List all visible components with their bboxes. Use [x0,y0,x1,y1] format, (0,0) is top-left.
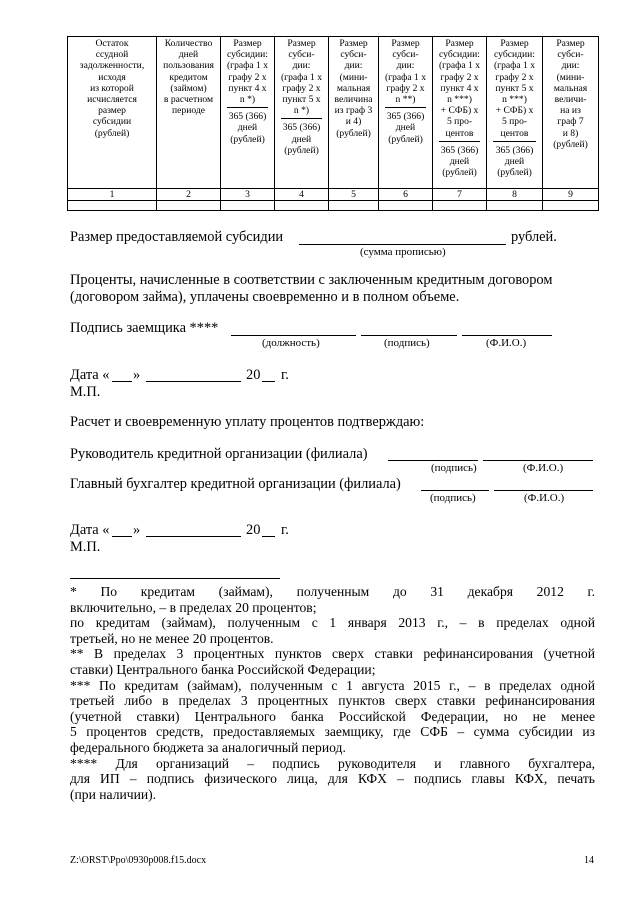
column-number: 1 [68,189,157,201]
cell-text-line: дней [504,156,525,168]
column-number: 2 [157,189,221,201]
head-signature-label: Руководитель кредитной организации (филиала) [70,446,368,462]
header-cell-6 [379,37,433,189]
head-name-caption: (Ф.И.О.) [523,462,564,474]
footnote-1: третьей, но не менее 20 процентов. [70,630,274,646]
cell-text-line: Размер [339,38,368,49]
cell-text-line: субсидии: [439,49,480,61]
borrower-signature-caption: (подпись) [384,337,430,349]
footnote-3: третьей либо в пределах 3 процентных пунктов сверх ставки рефинансирования [70,693,595,709]
cell-text-line: граф 7 [557,116,584,128]
table-cell[interactable] [221,201,275,211]
table-cell[interactable] [275,201,329,211]
fraction-line [493,141,536,142]
cell-text-line: пункт 4 х [440,82,479,94]
cell-text-line: пункт 4 х [228,82,267,94]
date-label: Дата « [70,522,110,538]
date-day-field[interactable] [112,536,132,537]
subsidy-calculation-table [67,36,599,211]
cell-text-line: и 4) [345,116,362,128]
cell-text-line: пункт 5 х [495,82,534,94]
cell-text-line: n **) [395,94,416,106]
cell-text-line: (займом) [170,82,207,94]
borrower-position-caption: (должность) [262,337,320,349]
header-cell-7 [433,37,487,189]
cell-text-line: пункт 5 х [282,94,321,106]
table-cell[interactable] [379,201,433,211]
table-cell[interactable] [487,201,543,211]
cell-text-line: дней [237,122,258,134]
cell-text-line: задолженности, [79,60,145,72]
cell-text-line: дней [178,49,199,61]
table-cell[interactable] [543,201,599,211]
subsidy-amount-field[interactable] [299,244,506,245]
cell-text-line: Остаток [95,38,129,49]
head-signature-caption: (подпись) [431,462,477,474]
cell-text-line: исчисляется [87,94,137,106]
cell-text-line: (графа 1 х [384,71,427,83]
cell-text-line: субси- [557,49,584,61]
footnote-3: федерального бюджета за аналогичный период. [70,739,346,755]
table-header-row [68,37,599,189]
cell-text-line: графу 2 х [228,71,267,83]
footnote-4: (при наличии). [70,786,157,802]
date-year-prefix: 20 [246,367,261,383]
table-cell[interactable] [68,201,157,211]
table-cell[interactable] [157,201,221,211]
cell-text-line: n *) [293,105,310,117]
fraction-line [439,141,480,142]
cell-text-line: субсидии [92,116,132,128]
cell-text-line: субси- [392,49,419,61]
header-cell-5 [329,37,379,189]
accountant-signature-field[interactable] [421,490,489,491]
subsidy-amount-caption: (сумма прописью) [360,246,446,258]
borrower-name-field[interactable] [462,335,552,336]
cell-text-line: Количество [164,38,213,49]
cell-text-line: 365 (366) [495,144,534,156]
accountant-signature-caption: (подпись) [430,492,476,504]
table-cell[interactable] [433,201,487,211]
date-year-suffix: г. [281,522,289,538]
fraction-line [227,107,268,108]
cell-text-line: пользования [163,60,214,72]
subsidy-amount-label: Размер предоставляемой субсидии [70,229,284,245]
date-label: Дата « [70,367,110,383]
date-year-field[interactable] [262,536,275,537]
cell-text-line: субсидии: [227,49,268,61]
cell-text-line: (рублей) [94,127,130,139]
footnote-separator [70,578,280,579]
footnote-2: ** В пределах 3 процентных пунктов сверх ставки рефинансирования (учетной [70,646,595,662]
cell-text-line: (графа 1 х [493,60,536,72]
cell-text-line: 365 (366) [440,144,479,156]
cell-text-line: Размер [287,38,316,49]
footnote-3: 5 процентов средств, предоставляемых заемщику, где СФБ – сумма субсидии из [70,724,595,740]
cell-text-line: дии: [292,60,311,72]
date-year-suffix: г. [281,367,289,383]
cell-text-line: дней [449,156,470,168]
cell-text-line: Размер [556,38,585,49]
accountant-name-field[interactable] [494,490,593,491]
cell-text-line: исходя [98,71,126,83]
cell-text-line: 365 (366) [282,122,321,134]
date-day-field[interactable] [112,381,132,382]
borrower-signature-label: Подпись заемщика **** [70,320,219,336]
header-cell-9 [543,37,599,189]
date-year-prefix: 20 [246,522,261,538]
page-number: 14 [584,855,594,866]
cell-text-line: графу 2 х [282,82,321,94]
cell-text-line: в расчетном [163,94,214,106]
cell-text-line: центов [500,127,529,139]
footnotes [70,584,595,802]
cell-text-line: размер [98,105,126,117]
cell-text-line: (рублей) [336,127,371,139]
cell-text-line: 5 про- [446,116,473,128]
cell-text-line: графу 2 х [386,82,425,94]
accountant-name-caption: (Ф.И.О.) [524,492,565,504]
cell-text-line: дии: [344,60,363,72]
cell-text-line: величина [334,94,373,106]
cell-text-line: величи- [554,94,587,106]
cell-text-line: (рублей) [497,167,532,179]
cell-text-line: n *) [239,94,256,106]
cell-text-line: дии: [396,60,415,72]
cell-text-line: + СФБ) х [440,105,479,117]
table-cell[interactable] [329,201,379,211]
cell-text-line: дней [291,133,312,145]
cell-text-line: мальная [336,82,371,94]
borrower-name-caption: (Ф.И.О.) [486,337,527,349]
cell-text-line: субсидии: [494,49,535,61]
cell-text-line: кредитом [169,71,208,83]
borrower-signature-field[interactable] [361,335,457,336]
cell-text-line: (рублей) [553,138,588,150]
cell-text-line: дии: [561,60,580,72]
cell-text-line: периоде [172,105,205,117]
footnote-1: включительно, – в пределах 20 процентов; [70,599,317,615]
cell-text-line: Размер [500,38,529,49]
cell-text-line: 365 (366) [228,111,267,123]
cell-text-line: мальная [553,82,588,94]
cell-text-line: центов [445,127,474,139]
fraction-line [281,118,322,119]
header-cell-8 [487,37,543,189]
cell-text-line: (рублей) [230,133,265,145]
cell-text-line: дней [395,122,416,134]
borrower-position-field[interactable] [231,335,356,336]
cell-text-line: + СФБ) х [495,105,534,117]
column-number: 3 [221,189,275,201]
header-cell-1 [68,37,157,189]
head-name-field[interactable] [483,460,593,461]
accountant-signature-label: Главный бухгалтер кредитной организации (филиала) [70,476,401,492]
column-number: 5 [329,189,379,201]
interest-statement-line-1: Проценты, начисленные в соответствии с заключенным кредитным договором [70,272,553,288]
cell-text-line: (графа 1 х [438,60,481,72]
cell-text-line: (рублей) [442,167,477,179]
stamp-placeholder: М.П. [70,539,101,555]
footnote-1: по кредитам (займам), полученным с 1 января 2013 г., – в пределах одной [70,615,595,631]
footnote-2: ставки) Центрального банка Российской Федерации; [70,661,376,677]
footnote-3: (учетной ставки) Центрального банка Российской Федерации, но не менее [70,708,595,724]
cell-text-line: субси- [340,49,367,61]
column-number: 9 [543,189,599,201]
footnote-3: *** По кредитам (займам), полученным с 1 августа 2015 г., – в пределах одной [70,677,595,693]
cell-text-line: из которой [90,82,134,94]
footnote-4: **** Для организаций – подпись руководителя и главного бухгалтера, [70,755,595,771]
cell-text-line: Размер [391,38,420,49]
column-number-row [68,189,599,201]
footnote-4: для ИП – подпись физического лица, для КФХ – подпись главы КФХ, печать [70,771,595,787]
cell-text-line: Размер [233,38,262,49]
stamp-placeholder: М.П. [70,384,101,400]
cell-text-line: графу 2 х [495,71,534,83]
cell-text-line: из граф 3 [334,105,373,117]
cell-text-line: (рублей) [284,144,319,156]
date-year-field[interactable] [262,381,275,382]
cell-text-line: на из [560,105,581,117]
cell-text-line: Размер [445,38,474,49]
header-cell-2 [157,37,221,189]
confirmation-text: Расчет и своевременную уплату процентов подтверждаю: [70,414,425,430]
header-cell-3 [221,37,275,189]
date-month-field[interactable] [146,536,241,537]
date-quote: » [133,367,141,383]
column-number: 7 [433,189,487,201]
fraction-line [385,107,426,108]
empty-data-row [68,201,599,211]
column-number: 8 [487,189,543,201]
cell-text-line: графу 2 х [440,71,479,83]
column-number: 4 [275,189,329,201]
date-quote: » [133,522,141,538]
cell-text-line: (мини- [339,71,368,83]
cell-text-line: (рублей) [388,133,423,145]
interest-statement-line-2: (договором займа), уплачены своевременно и в полном объеме. [70,289,460,305]
column-number: 6 [379,189,433,201]
cell-text-line: субси- [288,49,315,61]
subsidy-currency: рублей. [511,229,557,245]
cell-text-line: ссудной [95,49,129,61]
cell-text-line: n ***) [502,94,527,106]
cell-text-line: (графа 1 х [226,60,269,72]
cell-text-line: (графа 1 х [280,71,323,83]
date-month-field[interactable] [146,381,241,382]
head-signature-field[interactable] [388,460,478,461]
cell-text-line: 5 про- [501,116,528,128]
footnote-1: * По кредитам (займам), полученным до 31 декабря 2012 г. [70,584,595,599]
cell-text-line: n ***) [447,94,472,106]
cell-text-line: (мини- [556,71,585,83]
cell-text-line: 365 (366) [386,111,425,123]
file-path: Z:\ORST\Ppo\0930p008.f15.docx [70,855,207,866]
header-cell-4 [275,37,329,189]
cell-text-line: и 8) [562,127,579,139]
